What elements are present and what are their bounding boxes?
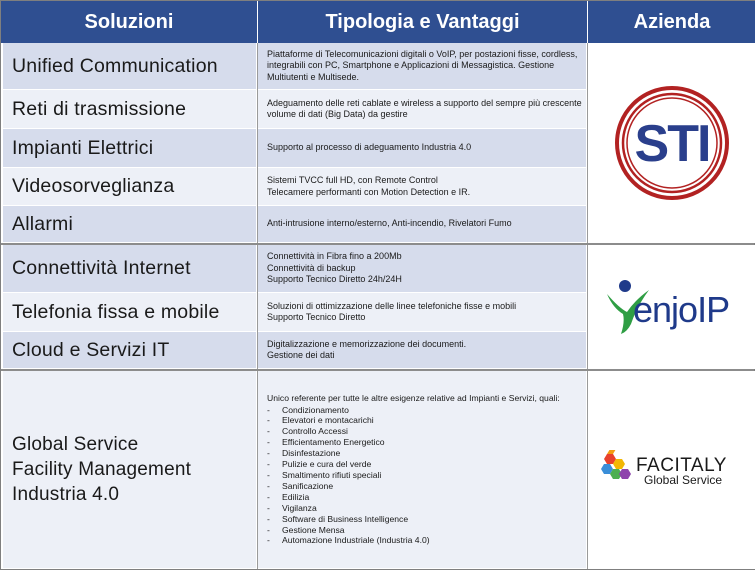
list-item: - Vigilanza [267,503,560,514]
description-line: Connettività di backup [267,262,356,273]
solution-line: Industria 4.0 [12,484,120,505]
description-unified-communication: Piattaforme di Telecomunicazioni digitali o VoIP, per postazioni fisse, cordless, integrabili con PC, Smartphone e Applicazioni di Messagistica. Gestione Multiutenti e Multisede. [258,43,586,90]
solution-connettivita-internet: Connettività Internet [3,245,256,293]
list-item: - Controllo Accessi [267,426,560,437]
description-videosorveglianza [258,168,586,206]
company-cell-enjoip [589,245,755,369]
header-solutions: Soluzioni [1,1,258,43]
list-item: - Edilizia [267,492,560,503]
description-line: Supporto Tecnico Diretto [267,312,366,322]
solution-videosorveglianza: Videosorveglianza [3,168,256,206]
description-line: Supporto Tecnico Diretto 24h/24H [267,274,402,285]
solution-allarmi: Allarmi [3,206,256,243]
facitaly-logo [598,450,746,490]
description-impianti-elettrici: Supporto al processo di adeguamento Industria 4.0 [258,129,586,168]
solution-telefonia: Telefonia fissa e mobile [3,293,256,332]
facitaly-name: FACITALY [636,455,727,476]
solution-line: Global Service [12,434,139,455]
services-list [267,405,560,547]
solution-line: Facility Management [12,459,192,480]
list-item: - Automazione Industriale (Industria 4.0) [267,535,560,546]
description-line: Sistemi TVCC full HD, con Remote Control [267,175,438,185]
enjoip-logo-text: enjoIP [633,289,730,330]
solution-unified-communication: Unified Communication [3,43,256,90]
description-connettivita-internet [258,245,586,293]
list-item: - Efficientamento Energetico [267,437,560,448]
hexagon-cluster-icon [601,450,631,479]
solution-reti-trasmissione: Reti di trasmissione [3,90,256,129]
global-intro: Unico referente per tutte le altre esigenze relative ad Impianti e Servizi, quali: [267,392,560,403]
description-line: Connettività in Fibra fino a 200Mb [267,251,402,262]
company-cell-sti [589,43,755,243]
group-divider [1,369,754,371]
header-company: Azienda [588,1,755,43]
company-cell-facitaly [589,371,755,569]
list-item: - Sanificazione [267,481,560,492]
solution-global-service [3,371,256,569]
list-item: - Gestione Mensa [267,525,560,536]
list-item: - Software di Business Intelligence [267,514,560,525]
list-item: - Condizionamento [267,405,560,416]
description-reti-trasmissione: Adeguamento delle reti cablate e wireless a supporto del sempre più crescente volume di dati (Big Data) da gestire [258,90,586,129]
list-item: - Smaltimento rifiuti speciali [267,470,560,481]
description-cloud [258,332,586,369]
list-item: - Elevatori e montacarichi [267,415,560,426]
solution-cloud: Cloud e Servizi IT [3,332,256,369]
description-line: Soluzioni di ottimizzazione delle linee telefoniche fisse e mobili [267,300,517,311]
header-types: Tipologia e Vantaggi [258,1,588,43]
sti-logo-text: STI [634,115,710,173]
list-item: - Disinfestazione [267,448,560,459]
group-divider [1,243,754,245]
list-item: - Pulizie e cura del verde [267,459,560,470]
description-line: Gestione dei dati [267,350,335,360]
solution-impianti-elettrici: Impianti Elettrici [3,129,256,168]
description-telefonia [258,293,586,332]
column-divider [257,43,258,569]
description-global-service [258,371,586,569]
facitaly-tagline: Global Service [644,473,723,487]
sti-logo [612,83,732,203]
description-line: Telecamere performanti con Motion Detection e IR. [267,186,471,197]
column-divider [587,43,588,569]
description-allarmi: Anti-intrusione interno/esterno, Anti-incendio, Rivelatori Fumo [258,206,586,243]
enjoip-logo [599,272,745,342]
description-line: Digitalizzazione e memorizzazione dei documenti. [267,338,467,349]
